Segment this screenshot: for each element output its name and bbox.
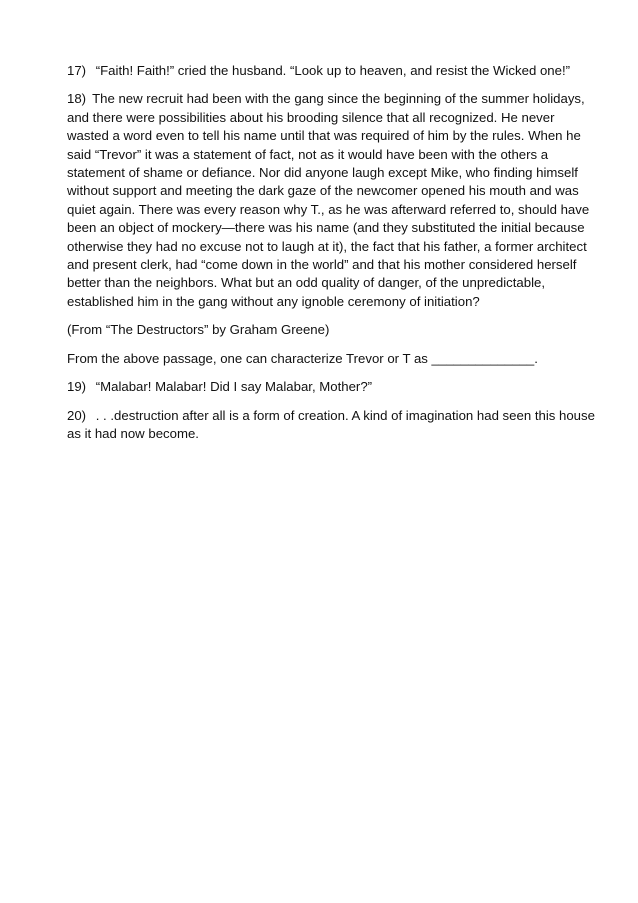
item-text: “Malabar! Malabar! Did I say Malabar, Mother?” [95, 379, 373, 395]
item-number: 18) [67, 91, 87, 107]
item-19 [67, 378, 597, 396]
document-body [67, 62, 597, 453]
source-citation: (From “The Destructors” by Graham Greene) [67, 322, 330, 338]
question-prompt: From the above passage, one can characterize Trevor or T as ______________. [67, 350, 538, 366]
item-text: “Faith! Faith!” cried the husband. “Look up to heaven, and resist the Wicked one!” [95, 63, 571, 78]
item-number: 20) [67, 407, 87, 423]
item-text: . . .destruction after all is a form of creation. A kind of imagination had seen this house as it had now become. [67, 407, 595, 441]
item-20 [67, 407, 597, 444]
item-number: 19) [67, 379, 87, 395]
item-number: 17) [67, 63, 87, 78]
item-text: The new recruit had been with the gang since the beginning of the summer holidays, and there were possibilities about his brooding silence that all recognized. He never wasted a word even to tell his name until that was required of him by the rules. When he said “Trevor” it was a statement of fact, not as it would have been with the others a statement of shame or defiance. Nor did anyone laugh except Mike, who finding himself without support and meeting the dark gaze of the newcomer opened his mouth and was quiet again. There was every reason why T., as he was afterward referred to, should have been an object of mockery—there was his name (and they substituted the initial because otherwise they had no excuse not to laugh at it), the fact that his father, a former architect and present clerk, had “come down in the world” and that his mother considered herself better than the neighbors. What but an odd quality of danger, of the unpredictable, established him in the gang without any ignoble ceremony of initiation? [67, 91, 590, 309]
item-17 [67, 62, 597, 80]
item-18 [67, 90, 597, 311]
